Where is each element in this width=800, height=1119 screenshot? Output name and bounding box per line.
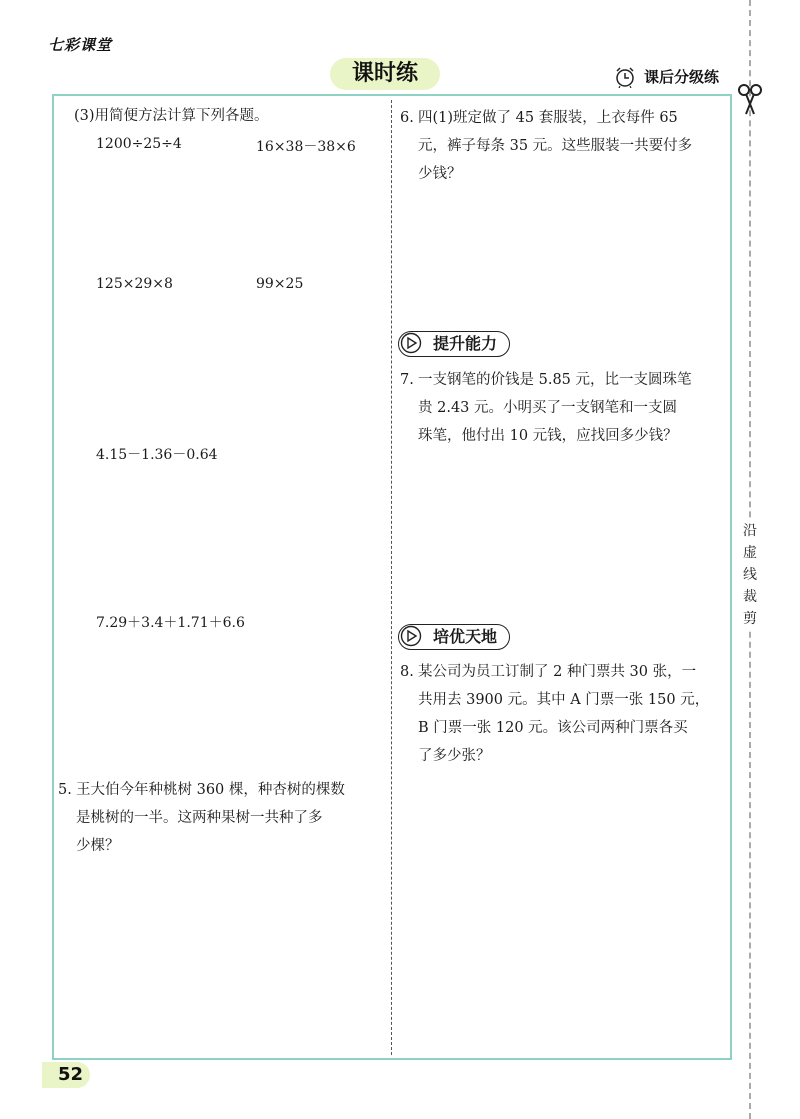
question-8 (400, 658, 736, 770)
section-header-improve (398, 331, 510, 357)
question-line: 元，裤子每条 35 元。这些服装一共要付多 (418, 138, 693, 154)
question-number: 7. (400, 372, 414, 388)
question-number: 6. (400, 110, 414, 126)
question-5 (58, 776, 394, 860)
question-number: 5. (58, 782, 72, 798)
question-line: 了多少张？ (418, 748, 491, 764)
question-line: 是桃树的一半。这两种果树一共种了多 (76, 810, 323, 826)
expression-1: 1200÷25÷4 (96, 136, 182, 152)
question-line: 王大伯今年种桃树 360 棵，种杏树的棵数 (76, 782, 345, 798)
question-line: 共用去 3900 元。其中 A 门票一张 150 元， (418, 692, 710, 708)
level-label: 课后分级练 (644, 68, 720, 86)
question-line: 贵 2.43 元。小明买了一支钢笔和一支圆 (418, 400, 678, 416)
column-divider (391, 100, 392, 1055)
page-number: 52 (58, 1064, 84, 1085)
cut-instruction: 沿虚线裁剪 (739, 520, 761, 630)
expression-3: 125×29×8 (96, 276, 173, 292)
question-line: B 门票一张 120 元。该公司两种门票各买 (418, 720, 688, 736)
expression-6: 7.29＋3.4＋1.71＋6.6 (96, 615, 245, 631)
question-6 (400, 104, 736, 188)
alarm-clock-icon (614, 66, 636, 88)
expression-2: 16×38－38×6 (256, 139, 356, 155)
question-line: 某公司为员工订制了 2 种门票共 30 张，一 (418, 664, 697, 680)
section-title: 培优天地 (433, 627, 498, 646)
question-7 (400, 366, 736, 450)
question-line: 四(1)班定做了 45 套服装，上衣每件 65 (418, 110, 678, 126)
question-line: 少棵？ (76, 838, 120, 854)
scissors-icon (737, 82, 763, 116)
section-header-excellence (398, 624, 510, 650)
exercise-instruction: (3)用简便方法计算下列各题。 (74, 108, 269, 124)
brand-logo: 七彩课堂 (48, 36, 113, 54)
question-line: 少钱？ (418, 166, 462, 182)
section-title: 提升能力 (433, 334, 498, 353)
play-icon (400, 332, 422, 354)
question-number: 8. (400, 664, 414, 680)
content-frame (52, 94, 732, 1060)
question-line: 珠笔，他付出 10 元钱，应找回多少钱？ (418, 428, 678, 444)
play-icon (400, 625, 422, 647)
page-title: 课时练 (330, 58, 440, 90)
expression-4: 99×25 (256, 276, 304, 292)
expression-5: 4.15－1.36－0.64 (96, 447, 218, 463)
question-line: 一支钢笔的价钱是 5.85 元，比一支圆珠笔 (418, 372, 692, 388)
